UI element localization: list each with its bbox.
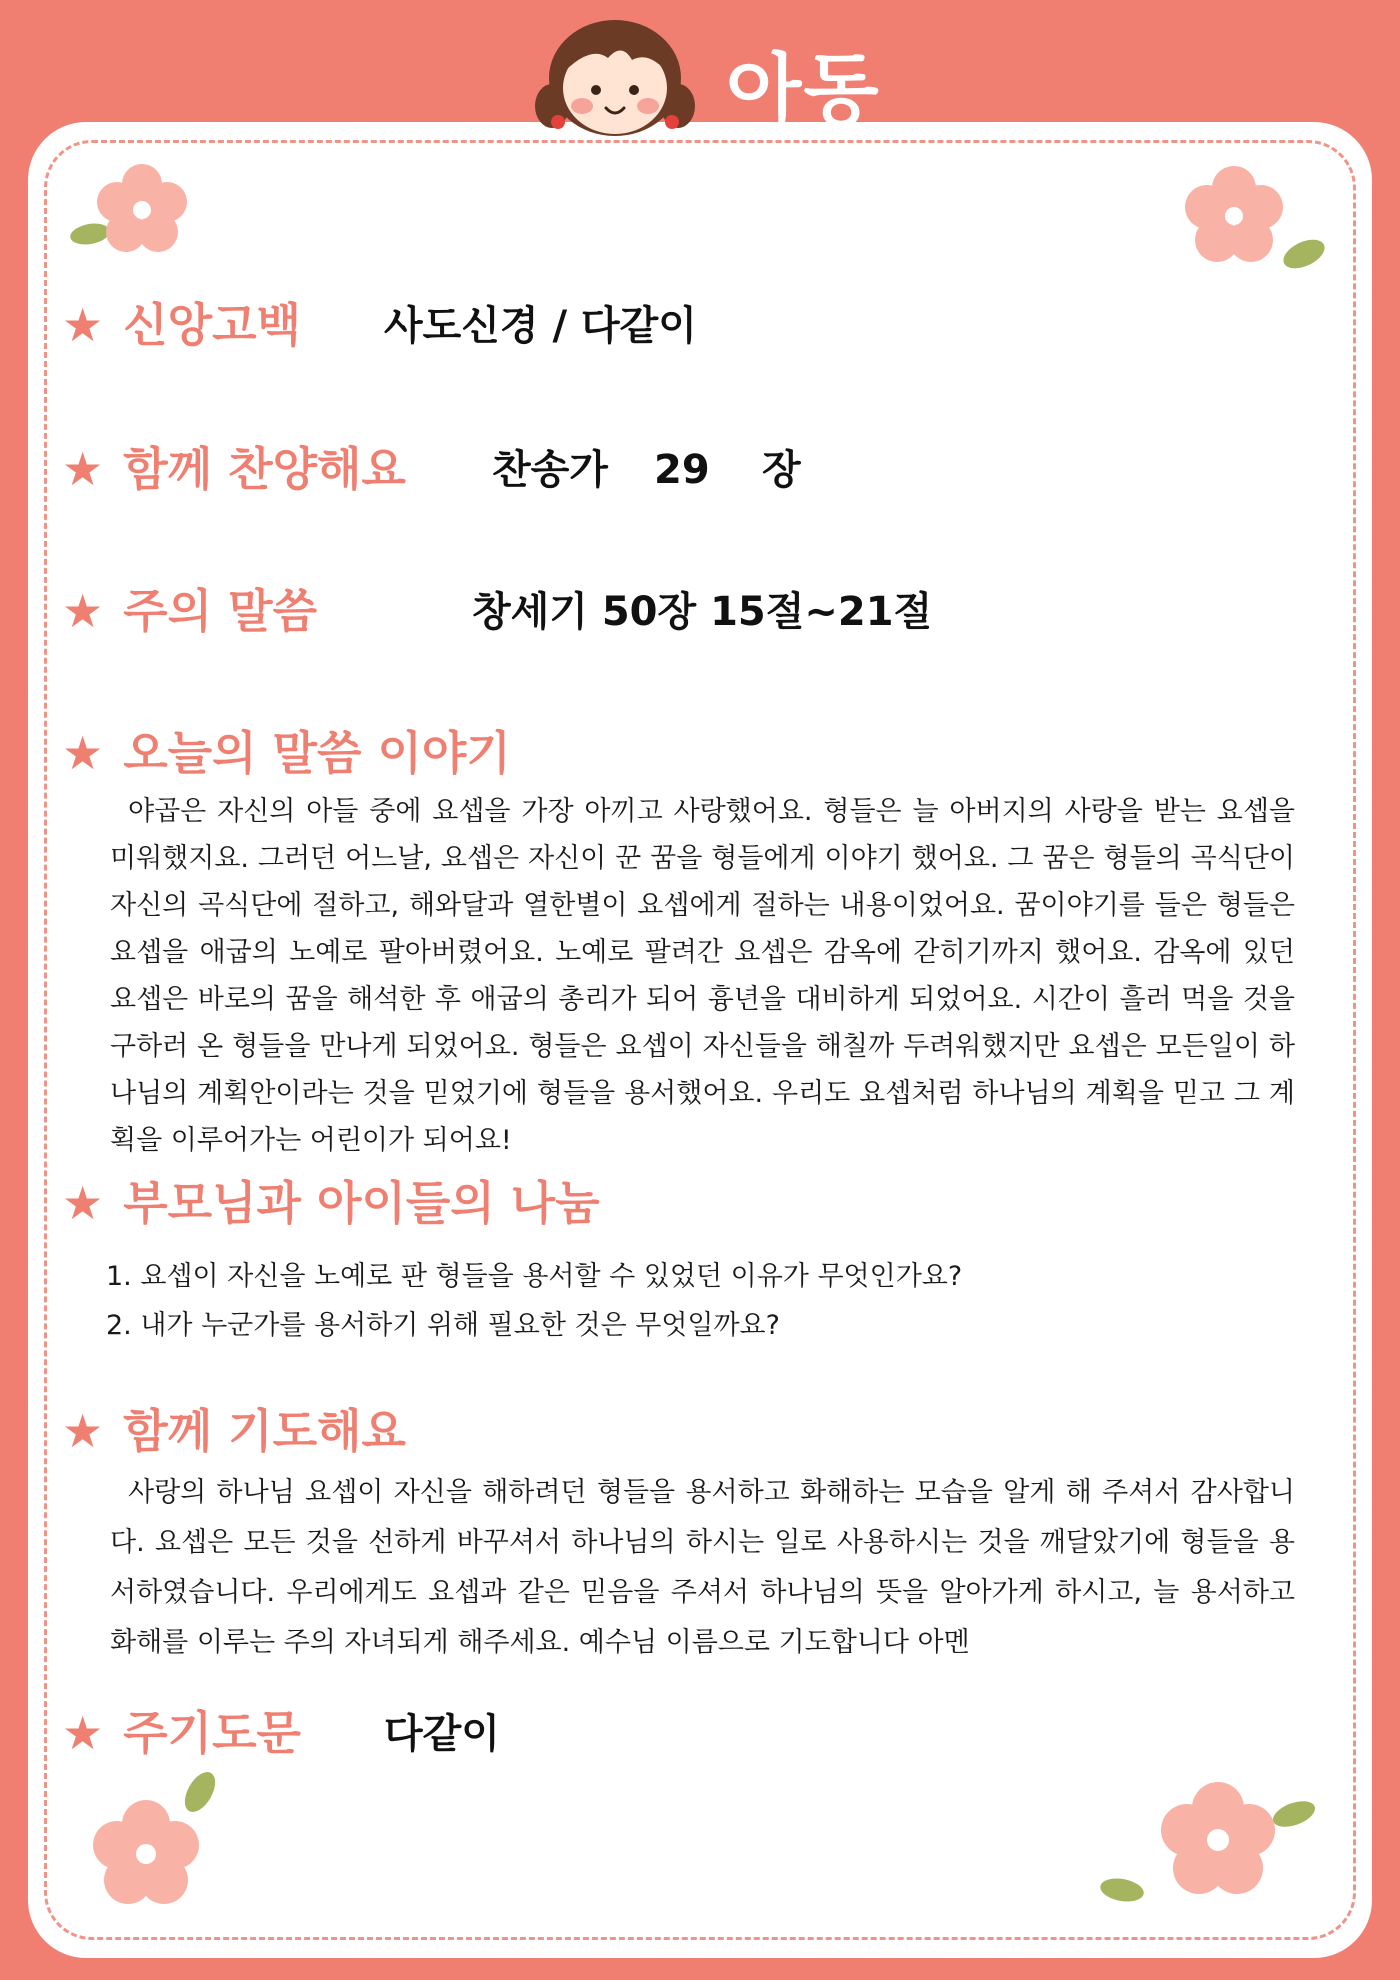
star-icon: ★ — [62, 298, 104, 352]
header-title: 아동 — [726, 46, 881, 136]
section-title-lords-prayer: ★ 주기도문 — [62, 1706, 301, 1760]
section-title-prayer: ★ 함께 기도해요 — [62, 1404, 406, 1458]
creed-value: 사도신경 / 다같이 — [384, 303, 697, 349]
section-title-hymn: ★ 함께 찬양해요 — [62, 442, 406, 496]
section-title-story: ★ 오늘의 말씀 이야기 — [62, 726, 511, 780]
leaf-icon — [1279, 234, 1329, 274]
lords-prayer-value: 다같이 — [384, 1711, 500, 1757]
star-icon: ★ — [62, 584, 104, 638]
girl-face-icon — [530, 14, 700, 144]
sharing-questions — [106, 1252, 1286, 1350]
star-icon: ★ — [62, 1176, 104, 1230]
section-title-scripture: ★ 주의 말씀 — [62, 584, 318, 638]
scripture-reference: 창세기 50장 15절~21절 — [472, 589, 933, 635]
star-icon: ★ — [62, 442, 104, 496]
list-item: 1. 요셉이 자신을 노예로 판 형들을 용서할 수 있었던 이유가 무엇인가요? — [106, 1261, 963, 1292]
list-item: 2. 내가 누군가를 용서하기 위해 필요한 것은 무엇일까요? — [106, 1310, 780, 1341]
hymn-unit: 장 — [762, 447, 801, 493]
section-title-sharing: ★ 부모님과 아이들의 나눔 — [62, 1176, 600, 1230]
hymn-book: 찬송가 — [492, 447, 608, 493]
flower-icon — [1090, 1770, 1330, 1920]
leaf-icon — [69, 221, 112, 248]
section-title-creed: ★ 신앙고백 — [62, 298, 301, 352]
flower-icon — [1162, 156, 1332, 276]
leaf-icon — [1270, 1796, 1319, 1832]
star-icon: ★ — [62, 726, 104, 780]
star-icon: ★ — [62, 1404, 104, 1458]
leaf-icon — [1098, 1875, 1145, 1904]
star-icon: ★ — [62, 1706, 104, 1760]
flower-icon — [80, 1770, 240, 1920]
leaf-icon — [179, 1770, 222, 1817]
flower-icon — [68, 156, 198, 266]
story-text: 야곱은 자신의 아들 중에 요셉을 가장 아끼고 사랑했어요. 형들은 늘 아버지의 사랑을 받는 요셉을 미워했지요. 그러던 어느날, 요셉은 자신이 꾼 꿈을 형들에게 이야기 했어요. 그 꿈은 형들의 곡식단이 자신의 곡식단에 절하고, 해와달과 열한별이 요셉에게 절하는 내용이었어요. 꿈이야기를 들은 형들은 요셉을 애굽의 노예로 팔아버렸어요. 노예로 팔려간 요셉은 감옥에 갇히기까지 했어요. 감옥에 있던 요셉은 바로의 꿈을 해석한 후 애굽의 총리가 되어 흉년을 대비하게 되었어요. 시간이 흘러 먹을 것을 구하러 온 형들을 만나게 되었어요. 형들은 요셉이 자신들을 해칠까 두려워했지만 요셉은 모든일이 하나님의 계획안이라는 것을 믿었기에 형들을 용서했어요. 우리도 요셉처럼 하나님의 계획을 믿고 그 계획을 이루어가는 어린이가 되어요! — [110, 796, 1295, 1156]
prayer-text: 사랑의 하나님 요셉이 자신을 해하려던 형들을 용서하고 화해하는 모습을 알게 해 주셔서 감사합니다. 요셉은 모든 것을 선하게 바꾸셔서 하나님의 하시는 일로 사용하시는 것을 깨달았기에 형들을 용서하였습니다. 우리에게도 요셉과 같은 믿음을 주셔서 하나님의 뜻을 알아가게 하시고, 늘 용서하고 화해를 이루는 주의 자녀되게 해주세요. 예수님 이름으로 기도합니다 아멘 — [110, 1477, 1295, 1658]
hymn-number: 29 — [654, 447, 710, 493]
